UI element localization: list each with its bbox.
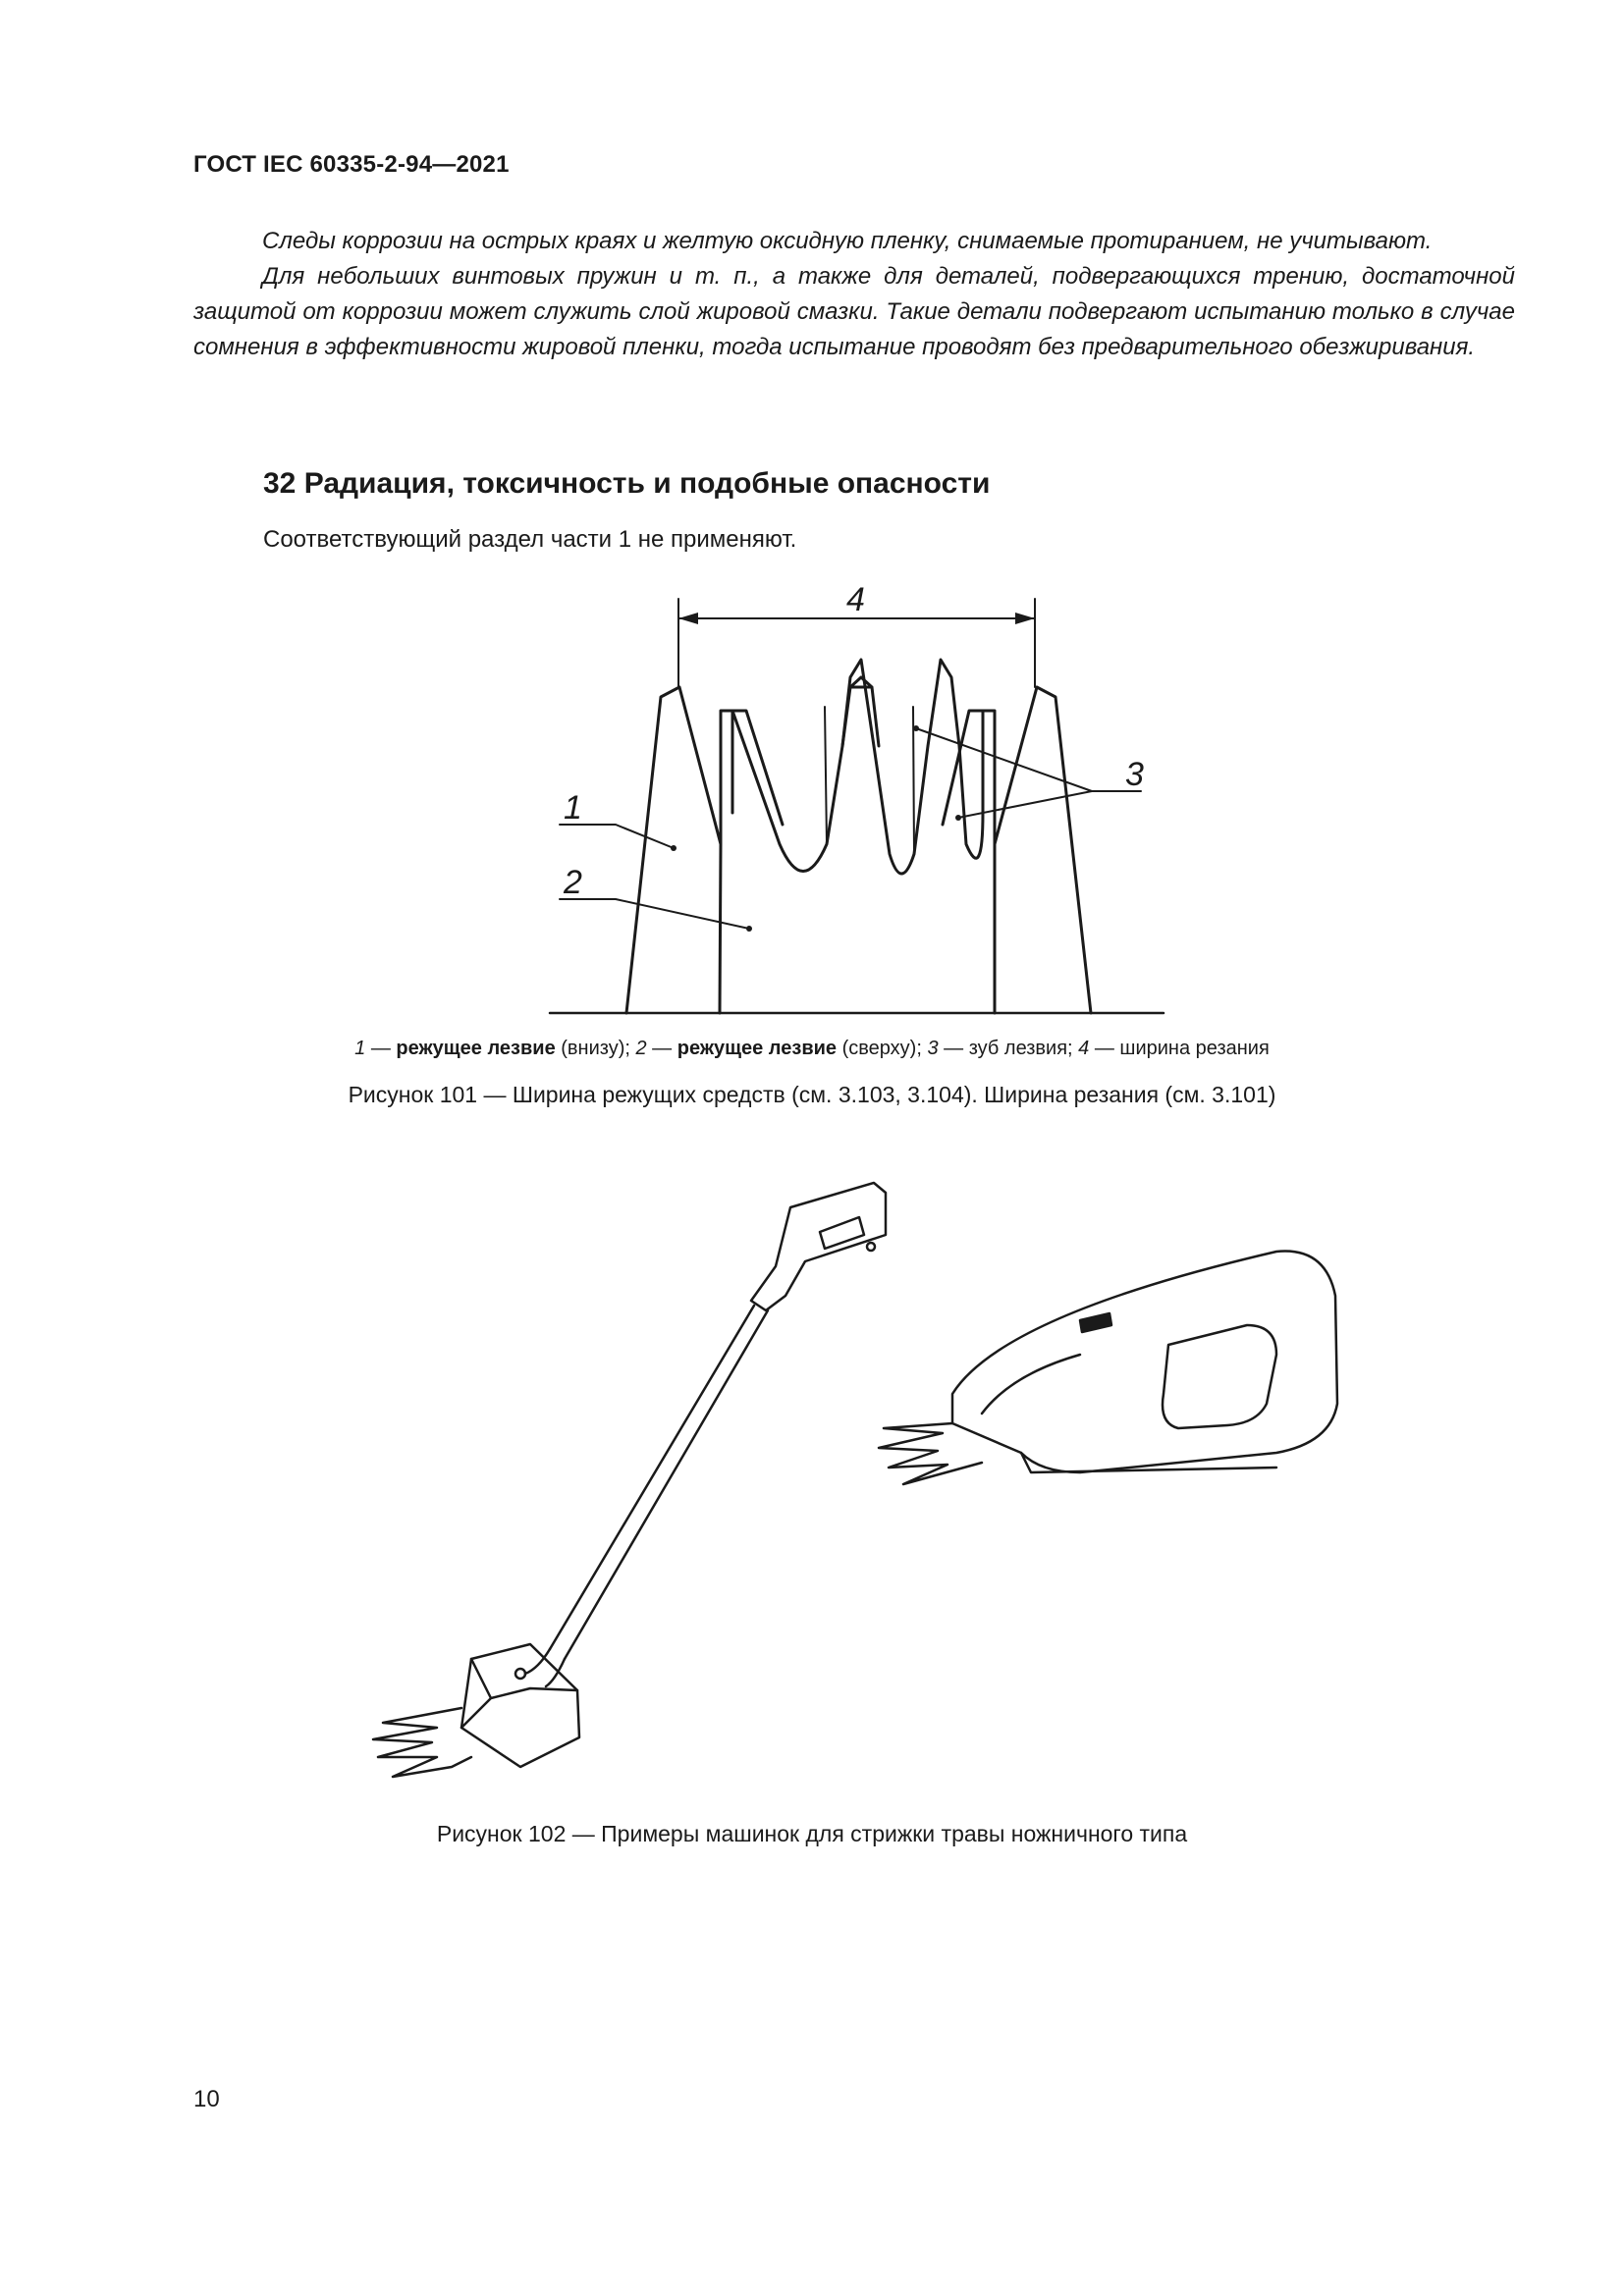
shear-pole	[550, 1306, 768, 1659]
lower-blade-right	[995, 687, 1091, 1013]
leader-1	[560, 825, 674, 848]
legend-num-3: 3	[927, 1038, 939, 1059]
label-1: 1	[564, 789, 582, 827]
note-paragraph-2: Для небольших винтовых пружин и т. п., а также для деталей, подвергающихся трению, достаточной защитой от коррозии может служить слой жировой смазки. Такие детали подвергают испытанию только в случае сомнения в эффективности жировой пленки, тогда испытание проводят без предварительного обезжиривания.	[193, 263, 1515, 360]
figure-101	[0, 569, 1624, 1021]
figure-102	[0, 1168, 1624, 1806]
shears-illustration	[0, 1168, 1624, 1806]
legend-note-1: (внизу);	[561, 1038, 630, 1059]
leader-3	[916, 728, 1141, 818]
shear-grip	[751, 1183, 886, 1310]
handheld-switch	[1080, 1313, 1111, 1332]
legend-num-1: 1	[354, 1038, 366, 1059]
handheld-handle-opening	[1163, 1325, 1276, 1428]
shear-head-dot	[515, 1669, 525, 1679]
shear-blade-teeth	[373, 1708, 471, 1777]
tooth-row-outline	[732, 660, 983, 874]
figure-102-caption: Рисунок 102 — Примеры машинок для стрижки травы ножничного типа	[436, 1821, 1188, 1846]
long-handle-shear	[373, 1183, 886, 1777]
document-header: ГОСТ IEC 60335-2-94—2021	[193, 151, 510, 178]
italic-note	[193, 224, 1515, 365]
blade-diagram	[0, 569, 1624, 1021]
label-4: 4	[846, 581, 865, 618]
label-3: 3	[1125, 756, 1144, 793]
upper-blade-right-edge	[983, 711, 995, 844]
legend-term-2: режущее лезвие	[677, 1038, 838, 1059]
handheld-shear	[879, 1252, 1337, 1484]
figure-101-legend: 1 — режущее лезвие (внизу); 2 — режущее лезвие (сверху); 3 — зуб лезвия; 4 — ширина резания	[354, 1038, 1270, 1059]
handheld-blade-teeth	[879, 1423, 982, 1484]
label-2: 2	[564, 864, 582, 901]
section-title: 32 Радиация, токсичность и подобные опасности	[263, 467, 991, 500]
note-paragraph-1: Следы коррозии на острых краях и желтую оксидную пленку, снимаемые протиранием, не учитывают.	[262, 228, 1433, 254]
leader-2-dot	[746, 926, 752, 932]
upper-blade-left-edge	[721, 711, 732, 844]
leader-3a-dot	[913, 725, 919, 731]
figure-101-caption: Рисунок 101 — Ширина режущих средств (см. 3.103, 3.104). Ширина резания (см. 3.101)	[348, 1082, 1276, 1107]
legend-num-2: 2	[635, 1038, 647, 1059]
section-text: Соответствующий раздел части 1 не применяют.	[263, 526, 797, 553]
legend-text-4: ширина резания	[1119, 1038, 1270, 1059]
shear-grip-dot	[867, 1243, 875, 1251]
legend-text-3: зуб лезвия;	[968, 1038, 1073, 1059]
legend-term-1: режущее лезвие	[396, 1038, 556, 1059]
page-number: 10	[193, 2086, 220, 2112]
leader-3b-dot	[955, 815, 961, 821]
shear-pole-bend	[525, 1649, 565, 1686]
leader-1-dot	[671, 845, 677, 851]
legend-note-2: (сверху);	[841, 1038, 922, 1059]
handheld-body	[952, 1252, 1337, 1472]
legend-num-4: 4	[1078, 1038, 1090, 1059]
handheld-body-line	[982, 1355, 1080, 1414]
